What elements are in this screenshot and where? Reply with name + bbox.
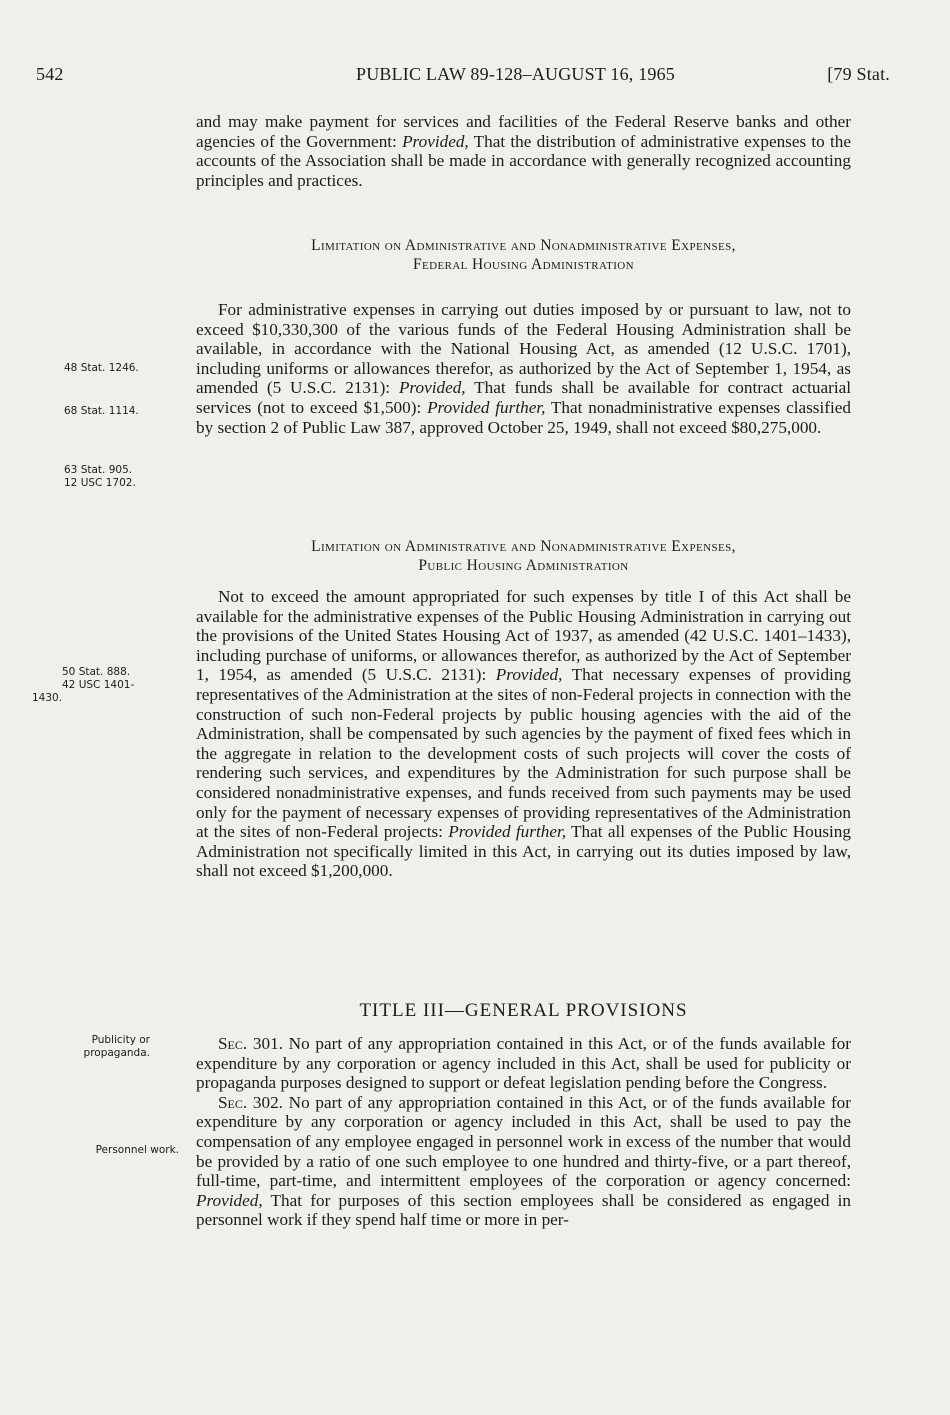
pha-paragraph	[196, 587, 851, 881]
title-iii-heading: TITLE III—GENERAL PROVISIONS	[359, 1000, 688, 1021]
heading-line: Federal Housing Administration	[412, 256, 634, 273]
margin-note: Personnel work.	[95, 1144, 179, 1156]
margin-note: 50 Stat. 888. 42 USC 1401- 1430.	[32, 666, 135, 704]
paragraph: and may make payment for services and facilities of the Federal Reserve banks and other agencies of the Government: Provided, That the distribution of administrative expenses to the accounts of the Association shall be made in accordance with generally recognized accounting principles and practices.	[196, 112, 851, 190]
margin-note: 48 Stat. 1246.	[64, 362, 139, 374]
heading-line: Public Housing Administration	[418, 557, 629, 574]
section-301: Sec. 301. No part of any appropriation contained in this Act, or of the funds available for expenditure by any corporation or agency included in this Act, shall be used for publicity or propaganda purposes designed to support or defeat legislation pending before the Congress.	[196, 1034, 851, 1093]
margin-note: Publicity or propaganda.	[83, 1034, 150, 1059]
general-provisions	[196, 1034, 851, 1230]
fha-paragraph	[196, 300, 851, 437]
section-heading-fha	[196, 236, 851, 274]
paragraph: For administrative expenses in carrying out duties imposed by or pursuant to law, not to exceed $10,330,300 of the various funds of the Federal Housing Administration shall be available, in accordance with the National Housing Act, as amended (12 U.S.C. 1701), including uniforms or allowances therefor, as authorized by the Act of September 1, 1954, as amended (5 U.S.C. 2131): Provided, That funds shall be available for contract actuarial services (not to exceed $1,500): Provided further, That nonadministrative expenses classified by section 2 of Public Law 387, approved October 25, 1949, shall not exceed $80,275,000.	[196, 300, 851, 437]
opening-paragraph	[196, 112, 851, 190]
margin-note: 63 Stat. 905. 12 USC 1702.	[64, 464, 136, 489]
heading-line: Limitation on Administrative and Nonadministrative Expenses,	[311, 237, 736, 254]
heading-line: Limitation on Administrative and Nonadministrative Expenses,	[311, 538, 736, 555]
volume-reference: [79 Stat.	[827, 64, 890, 84]
page-number: 542	[36, 64, 64, 84]
page-title: PUBLIC LAW 89-128–AUGUST 16, 1965	[356, 64, 675, 84]
page-header	[36, 64, 890, 94]
margin-note: 68 Stat. 1114.	[64, 405, 139, 417]
paragraph: Not to exceed the amount appropriated for such expenses by title I of this Act shall be available for the administrative expenses of the Public Housing Administration in carrying out the provisions of the United States Housing Act of 1937, as amended (42 U.S.C. 1401–1433), including purchase of uniforms, or allowances therefor, as authorized by the Act of September 1, 1954, as amended (5 U.S.C. 2131): Provided, That necessary expenses of providing representatives of the Administration at the sites of non-Federal projects in connection with the construction of such non-Federal projects by public housing agencies with the aid of the Administration, shall be compensated by such agencies by the payment of fixed fees which in the aggregate in relation to the development costs of such projects will cover the costs of rendering such services, and expenditures by the Administration for such purpose shall be considered nonadministrative expenses, and funds received from such payments may be used only for the payment of necessary expenses of providing representatives of the Administration at the sites of non-Federal projects: Provided further, That all expenses of the Public Housing Administration not specifically limited in this Act, in carrying out its duties imposed by law, shall not exceed $1,200,000.	[196, 587, 852, 881]
section-302: Sec. 302. No part of any appropriation contained in this Act, or of the funds available for expenditure by any corporation or agency included in this Act, shall be used to pay the compensation of any employee engaged in personnel work in excess of the number that would be provided by a ratio of one such employee to one hundred and thirty-five, or a part thereof, full-time, part-time, and intermittent employees of the corporation or agency concerned: Provided, That for purposes of this section employees shall be considered as engaged in personnel work if they spend half time or more in per-	[196, 1092, 851, 1230]
section-heading-pha	[196, 537, 851, 575]
